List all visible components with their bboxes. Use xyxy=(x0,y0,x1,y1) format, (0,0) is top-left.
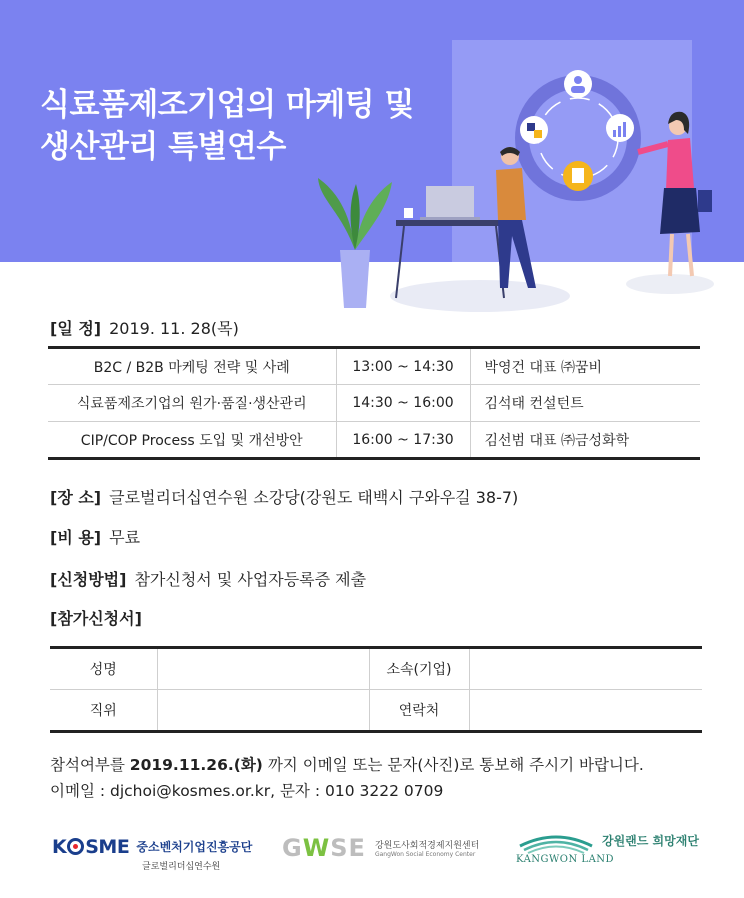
session-time: 13:00 ~ 14:30 xyxy=(336,348,470,385)
venue-label: [장 소] xyxy=(50,488,102,507)
gwse-korean: 강원도사회적경제지원센터 xyxy=(374,841,480,851)
notice-contact: 이메일 : djchoi@kosmes.or.kr, 문자 : 010 3222 0709 xyxy=(50,782,444,800)
venue-row xyxy=(50,485,518,508)
session-time: 16:00 ~ 17:30 xyxy=(336,422,470,459)
gwse-wordmark: GWSE xyxy=(282,834,366,862)
session-speaker: 박영건 대표 ㈜꿈비 xyxy=(470,348,700,385)
kosme-logo xyxy=(52,836,252,872)
session-topic: B2C / B2B 마케팅 전략 및 사례 xyxy=(48,348,336,385)
laptop xyxy=(426,186,474,218)
kosme-name: 중소벤처기업진흥공단 xyxy=(136,840,253,854)
floor-shadow xyxy=(390,280,570,312)
fee-row xyxy=(50,525,140,548)
title-line-1: 식료품제조기업의 마케팅 및 xyxy=(40,87,414,123)
contact-field[interactable] xyxy=(469,690,702,732)
schedule-label: [일 정] xyxy=(50,319,102,338)
table-row xyxy=(50,690,702,732)
notice-line-1 xyxy=(50,752,644,778)
foundation-name: 강원랜드 희망재단 xyxy=(602,834,699,848)
table-row xyxy=(48,422,700,459)
position-field[interactable] xyxy=(157,690,369,732)
table-row xyxy=(50,648,702,690)
form-label-name: 성명 xyxy=(50,648,157,690)
title-line-2: 생산관리 특별연수 xyxy=(40,129,286,165)
schedule-date: 2019. 11. 28(목) xyxy=(109,319,239,338)
application-form xyxy=(50,646,702,733)
desk xyxy=(396,220,506,226)
schedule-row xyxy=(50,316,239,339)
floor-shadow-2 xyxy=(626,274,714,294)
form-label-company: 소속(기업) xyxy=(369,648,469,690)
session-speaker: 김석태 컨설턴트 xyxy=(470,385,700,422)
notice-prefix: 참석여부를 xyxy=(50,756,130,774)
method-value: 참가신청서 및 사업자등록증 제출 xyxy=(134,570,367,589)
notice-deadline: 2019.11.26.(화) xyxy=(129,756,263,774)
method-row xyxy=(50,567,366,590)
session-topic: 식료품제조기업의 원가·품질·생산관리 xyxy=(48,385,336,422)
fee-value: 무료 xyxy=(109,528,141,547)
venue-value: 글로벌리더십연수원 소강당(강원도 태백시 구와우길 38-7) xyxy=(109,488,519,507)
gwse-logo xyxy=(282,834,479,862)
form-label-position: 직위 xyxy=(50,690,157,732)
mug xyxy=(404,208,413,218)
fee-label: [비 용] xyxy=(50,528,102,547)
kosme-wordmark: K SME xyxy=(52,836,130,858)
session-time: 14:30 ~ 16:00 xyxy=(336,385,470,422)
notice xyxy=(50,752,644,804)
plant-pot xyxy=(340,250,370,308)
kosme-sub: 글로벌리더십연수원 xyxy=(142,862,221,872)
method-label: [신청방법] xyxy=(50,570,127,589)
name-field[interactable] xyxy=(157,648,369,690)
notice-suffix: 까지 이메일 또는 문자(사진)로 통보해 주시기 바랍니다. xyxy=(262,756,644,774)
session-speaker: 김선범 대표 ㈜금성화학 xyxy=(470,422,700,459)
form-heading: [참가신청서] xyxy=(50,609,142,628)
sponsor-logos xyxy=(0,820,744,880)
hero-illustration xyxy=(300,60,744,320)
folder xyxy=(698,190,712,212)
table-row xyxy=(48,385,700,422)
schedule-table xyxy=(48,346,700,460)
kangwon-land-name: KANGWON LAND xyxy=(516,854,615,865)
session-topic: CIP/COP Process 도입 및 개선방안 xyxy=(48,422,336,459)
table-row xyxy=(48,348,700,385)
company-field[interactable] xyxy=(469,648,702,690)
form-label-contact: 연락처 xyxy=(369,690,469,732)
gwse-english: GangWon Social Economy Center xyxy=(374,851,476,858)
form-heading-row xyxy=(50,606,142,629)
